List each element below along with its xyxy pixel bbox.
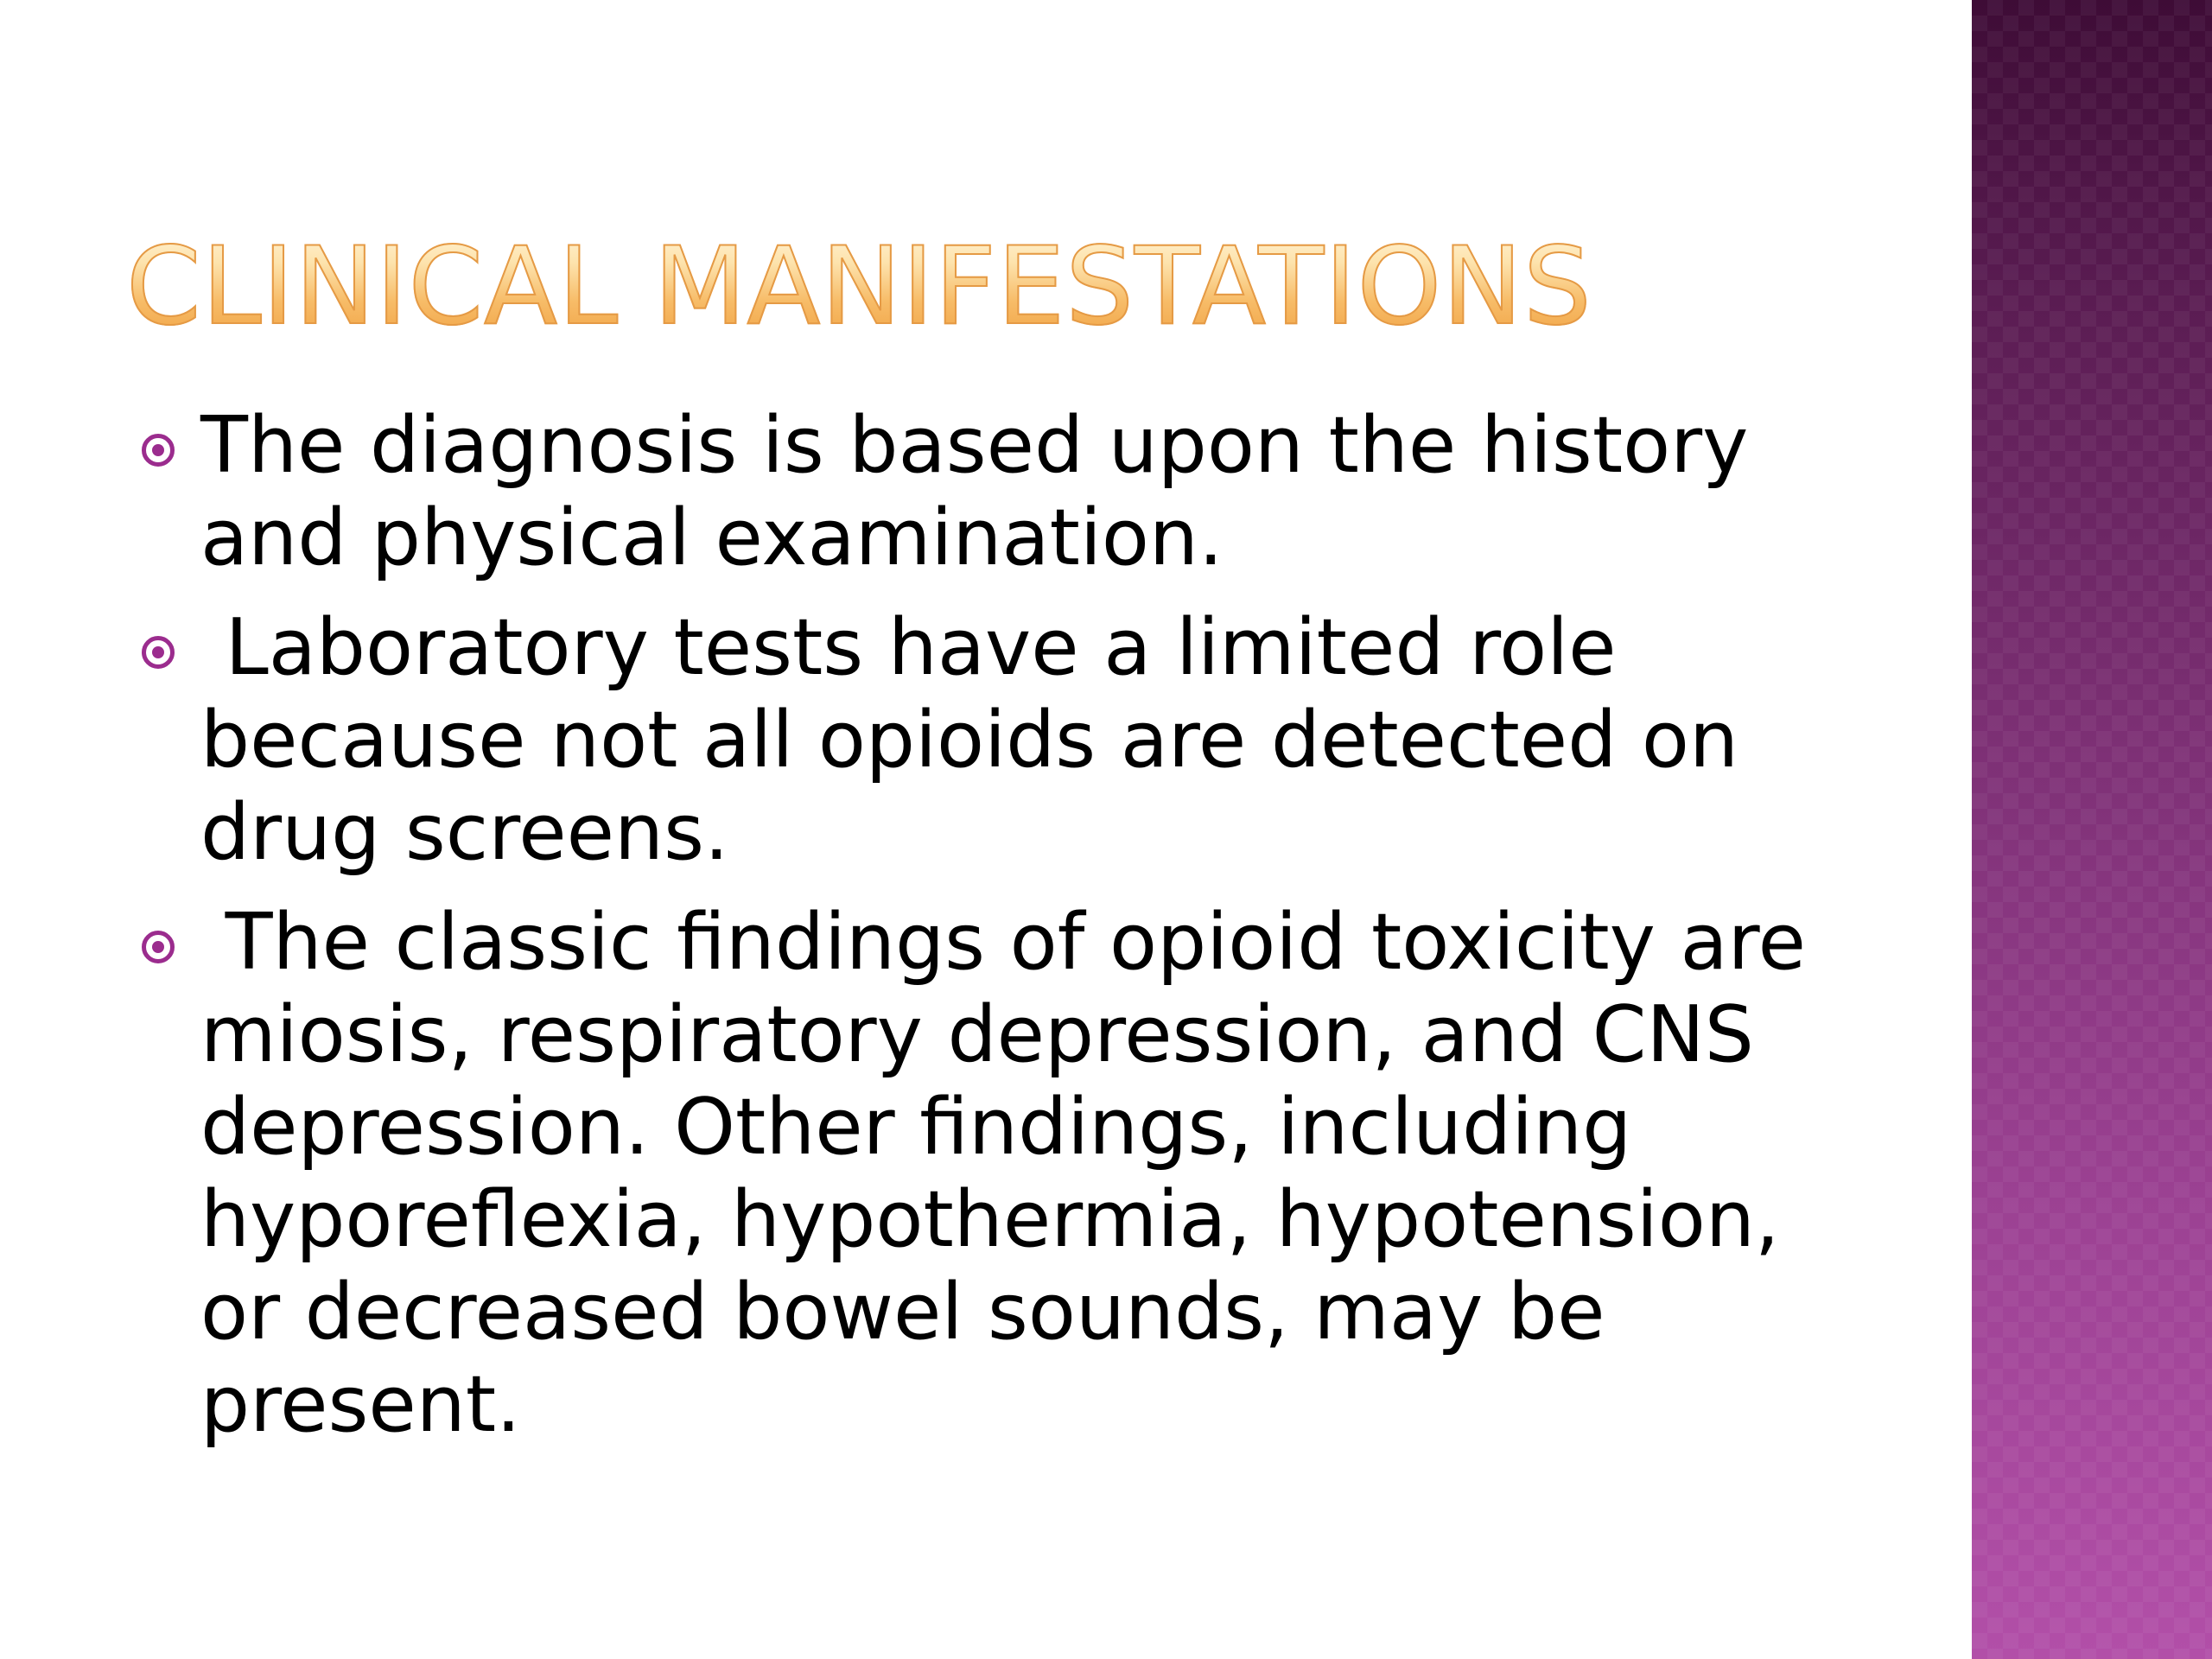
bullet-item: [138, 399, 1866, 584]
bullet-text: Laboratory tests have a limited role because not all opioids are detected on drug screens.: [200, 602, 1764, 878]
circled-dot-bullet-icon: [142, 931, 175, 963]
slide-title: CLINICAL MANIFESTATIONS: [126, 225, 1592, 349]
bullet-item: [138, 896, 1866, 1451]
bullet-list: [138, 399, 1866, 1468]
circled-dot-bullet-icon: [142, 434, 175, 467]
bullet-text: The diagnosis is based upon the history and physical examination.: [200, 400, 1774, 583]
bullet-item: [138, 601, 1866, 879]
decorative-side-band: [1972, 0, 2212, 1659]
bullet-text: The classic findings of opioid toxicity are miosis, respiratory depression, and CNS depression. Other findings, including hyporeflexia, hypothermia, hypotension, or decreased bowel sounds, may be present.: [200, 897, 1831, 1450]
circled-dot-bullet-icon: [142, 636, 175, 669]
